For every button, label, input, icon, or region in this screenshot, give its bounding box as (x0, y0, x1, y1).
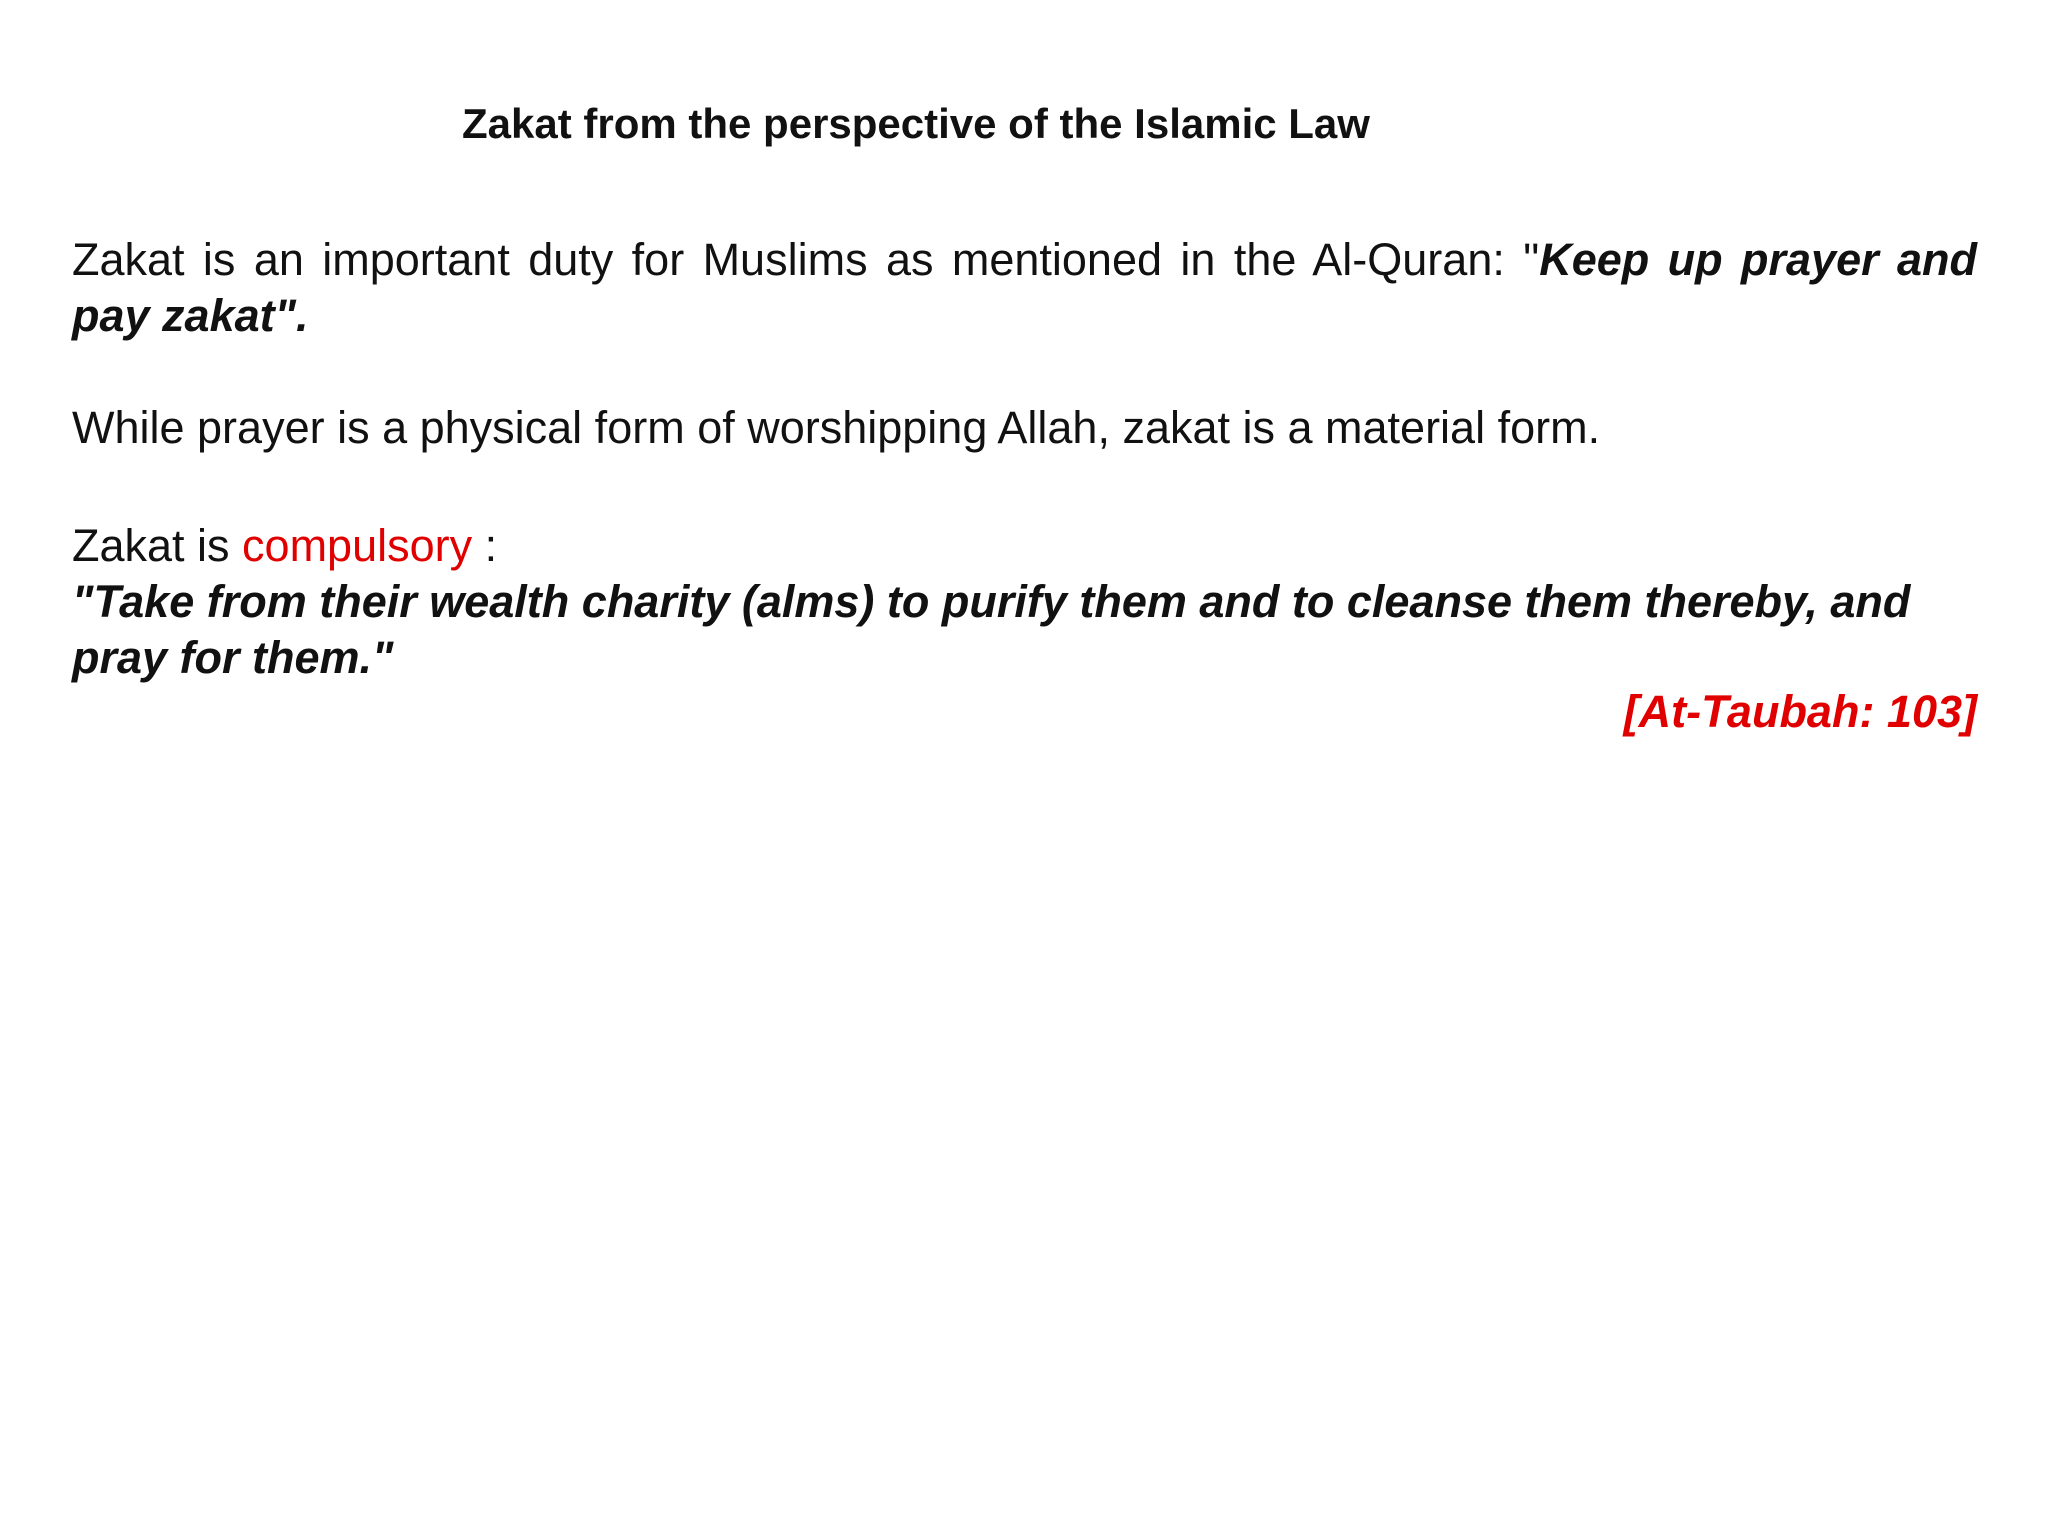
citation-at-taubah: [At-Taubah: 103] (1623, 686, 1977, 737)
paragraph-compulsory-lead: Zakat is (72, 520, 243, 571)
paragraph-compulsory-colon: : (472, 520, 498, 571)
quran-quote-prayer-zakat: Keep up prayer and pay zakat". (72, 234, 1977, 341)
paragraph-duty-intro: Zakat is an important duty for Muslims as mentioned in the Al-Quran: (72, 234, 1524, 285)
paragraph-prayer-vs-zakat: While prayer is a physical form of worshipping Allah, zakat is a material form. (72, 402, 1601, 453)
paragraph-compulsory (72, 518, 1977, 686)
paragraph-duty (72, 232, 1977, 344)
compulsory-highlight: compulsory (242, 520, 473, 571)
slide-title: Zakat from the perspective of the Islamic Law (462, 100, 1370, 147)
quran-quote-take-from-wealth: "Take from their wealth charity (alms) to purify them and to cleanse them thereby, and pray for them." (72, 576, 1911, 683)
paragraph-duty-open-quote: " (1523, 234, 1540, 285)
